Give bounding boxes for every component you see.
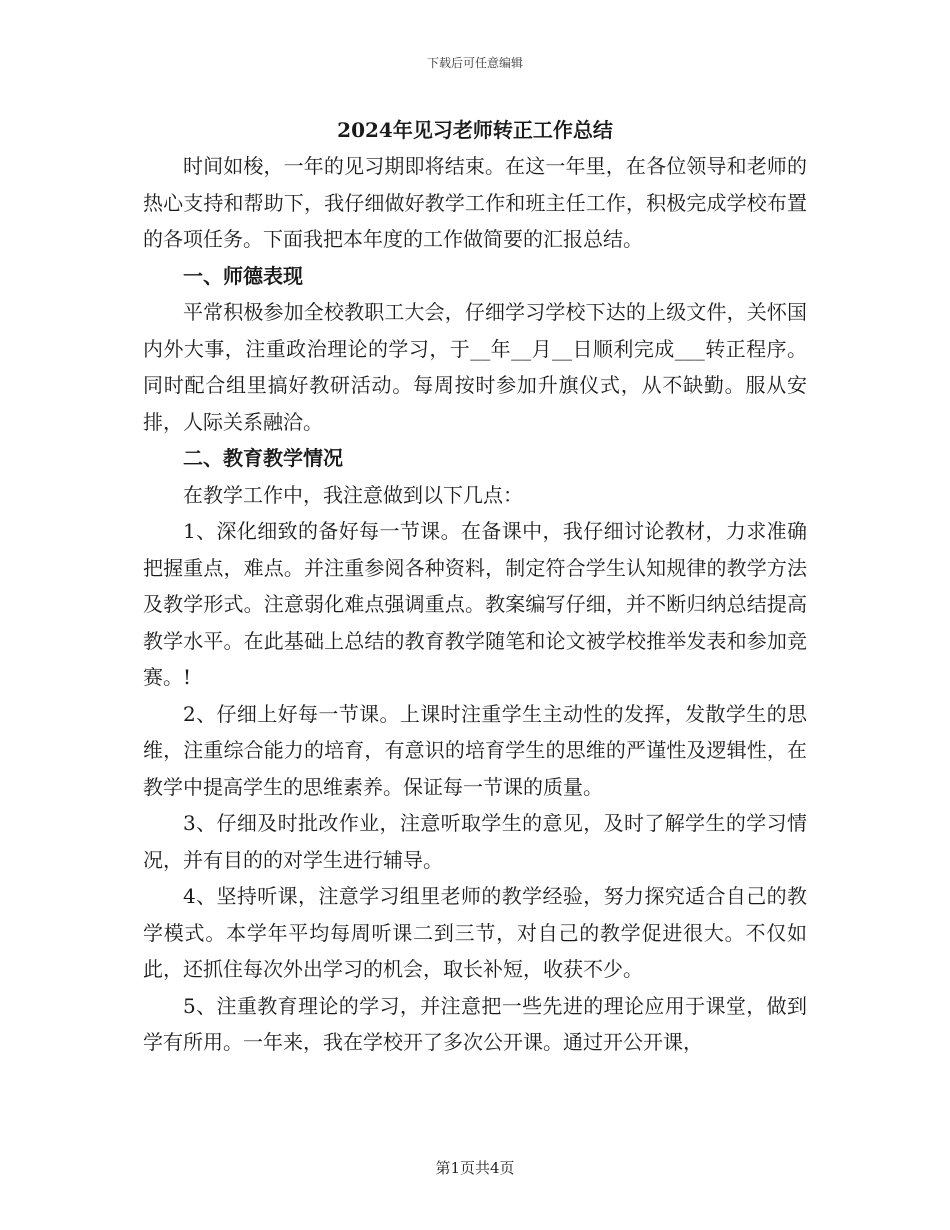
ethics-paragraph: 平常积极参加全校教职工大会，仔细学习学校下达的上级文件，关怀国内外大事，注重政治理论的学习，于__年__月__日顺利完成___转正程序。同时配合组里搞好教研活动。每周按时参加升旗仪式，从不缺勤。服从安排，人际关系融洽。	[143, 300, 807, 434]
document-title: 2024年见习老师转正工作总结	[337, 118, 613, 142]
header-note: 下载后可任意编辑	[426, 56, 523, 70]
teaching-point-5: 5、注重教育理论的学习，并注意把一些先进的理论应用于课堂，做到学有所用。一年来，我在学校开了多次公开课。通过开公开课，	[143, 993, 807, 1054]
section-heading-ethics: 一、师德表现	[183, 263, 303, 288]
page-number-footer: 第1页共4页	[435, 1159, 515, 1177]
intro-paragraph: 时间如梭，一年的见习期即将结束。在这一年里，在各位领导和老师的热心支持和帮助下，我仔细做好教学工作和班主任工作，积极完成学校布置的各项任务。下面我把本年度的工作做简要的汇报总结。	[143, 154, 807, 251]
document-body	[143, 112, 807, 1061]
teaching-point-4: 4、坚持听课，注意学习组里老师的教学经验，努力探究适合自己的教学模式。本学年平均每周听课二到三节，对自己的教学促进很大。不仅如此，还抓住每次外出学习的机会，取长补短，收获不少。	[143, 884, 807, 981]
teaching-intro-paragraph: 在教学工作中，我注意做到以下几点：	[183, 482, 523, 507]
section-heading-teaching: 二、教育教学情况	[183, 446, 343, 470]
teaching-point-2: 2、仔细上好每一节课。上课时注重学生主动性的发挥，发散学生的思维，注重综合能力的培育，有意识的培育学生的思维的严谨性及逻辑性，在教学中提高学生的思维素养。保证每一节课的质量。	[143, 701, 807, 799]
teaching-point-1: 1、深化细致的备好每一节课。在备课中，我仔细讨论教材，力求准确把握重点，难点。并注重参阅各种资料，制定符合学生认知规律的教学方法及教学形式。注意弱化难点强调重点。教案编写仔细，并不断归纳总结提高教学水平。在此基础上总结的教育教学随笔和论文被学校推举发表和参加竞赛。!	[143, 519, 807, 689]
teaching-point-3: 3、仔细及时批改作业，注意听取学生的意见，及时了解学生的学习情况，并有目的的对学生进行辅导。	[143, 811, 807, 872]
